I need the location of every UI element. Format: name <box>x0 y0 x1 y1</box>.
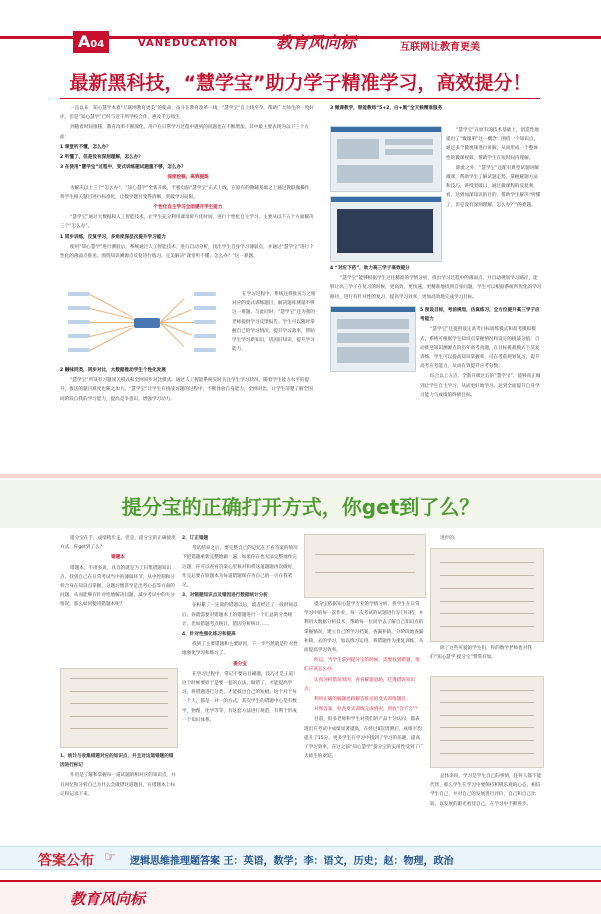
section-label: VANEDUCATION <box>138 38 239 49</box>
feature-paragraph: 目前，很多老师和学生对我们的产品十分认同，都表现出在考试中成绩显著提高，在经过6次周测后，成绩平均提升了15分，更多学生在学习中找到了学习的乐趣，提高了学习效率，在这之前“知心慧学”提分宝的实用性受到了广大师生的欢迎。 <box>304 717 424 760</box>
article-paragraph: 综合以上五点，全新升级过后的“慧学宝”，能够真正做到让学生自主学习，从而更好地学习。达到全面提升自身学习能力与成绩的终极目标。 <box>420 374 541 398</box>
feature-column-4-mid <box>430 644 542 672</box>
mindmap-connector <box>160 322 192 336</box>
feature-step-heading: 4、针对性强化练习和提高 <box>182 632 236 638</box>
article-paragraph: 到随着时间推移，教育改革不断深化，用户在日常学习过程中遇到的问题也在不断增加，其中最主要表现为以下三个方面： <box>60 125 309 140</box>
mindmap-figure <box>60 286 228 362</box>
feature-paragraph: 考试结束之后，要完整自己的记忆在不看答案的情况下把错题重新完整地做一遍，如果你在也无法完整地作完这题，你可以查看答案心里核对和将这道题题再次做好，作完后要在原题本为每道错题保存为自己的一页在我笔记。 <box>182 546 298 589</box>
screenshot-panel <box>337 139 379 159</box>
handwriting-line <box>440 613 534 614</box>
mindmap-node <box>68 306 90 310</box>
feature-paragraph: 总体来说，学习是学生自己的事情，任何人都不能代替，那么学生在学习中要保持积极乐观的心态，相信学生自己，并对自己的发展进行评价，自己和自己比较，以发展的眼光看待自己，在学习中不断进步。 <box>430 774 542 807</box>
screenshot-panel <box>385 139 433 145</box>
handwriting-line <box>440 753 534 754</box>
handwriting-line <box>440 715 534 716</box>
feature-column-4-lower <box>430 772 542 842</box>
feature-paragraph: 认真分析错误原因，查看解题思路，吃透错误知识点； <box>304 677 416 692</box>
handwriting-line <box>440 588 534 589</box>
mindmap-node <box>194 348 216 352</box>
page-header <box>0 0 601 60</box>
notebook-line <box>70 691 167 692</box>
article-paragraph: “慧学宝”能够根据学生过往精准的学情分析，找出学习过程中的薄弱点，并自动规划学习路径，能够让高三学子在复习的时候，更高效，更快速，更精准地找到自身问题，学生可以根据系统所优化的学习路径，进行有针对性的复习，提高学习效率，更加高效地完成学习目标。 <box>330 276 542 300</box>
photo-detail <box>315 554 416 555</box>
sub-heading: 深度挖掘，高效提炼 <box>167 175 209 181</box>
feature-column-2 <box>182 534 298 842</box>
feature-paragraph: 在学习过程中，常记不要盲目刷题，技巧才是王道！这个时候要原于是要一套的方法，做错了，才能提高学习，将错题进行分类，才能找出自己的短板。这个对于每一个人，都是一对一的方式，其次学生的错题中心是有数学，物理，化学等等，有这套方法进行规范，有利于形成一个知识体系。 <box>182 671 298 723</box>
sub-heading: 个性化自主学习全面提升学生能力 <box>153 205 223 211</box>
page-number: 04 <box>90 39 105 50</box>
feature-caption: 1、统计与收集错题对应的知识点，并且对这道错题的错因进行标记 <box>60 754 174 769</box>
screenshot-panel <box>337 333 409 343</box>
mindmap-node <box>68 334 90 338</box>
feature-paragraph: 利用正确的解题思路解答推送的变式训练题目。 <box>314 697 411 703</box>
screenshot-panel <box>385 149 433 155</box>
article-paragraph: “慧学宝”所设有习题闯关模式和全网同步对比模式。通过人工智能系统实时关注学生学习状况，随着学生能力水平的提升，推送的题目难度也随之加大。“慧学宝”让学生在挑战习题的过程中，不断体验自身能力，全网对比，让学生清楚了解全国同阶段自我的学习能力，提高竞争意识，增强学习动力。 <box>60 378 313 402</box>
feature-paragraph: 错题本，不用多说，具自的就是为了归集错题知识点，找到自己在日常考试当中的薄弱环节，从中控制和分析合身在知识点掌握，分题习惯甚至是出考心态等方面的问题，从而能够有针对性地解决问题，减少考试中的失分情况，那么如何使用错题本呢？ <box>60 565 175 608</box>
notebook-line <box>70 728 167 729</box>
article-paragraph: “慧学宝”在原有的技术基础上，创造性地提出了“微课册”这一概念：围绕一个知识点，通过多个微视频进行讲解，从而形成一个整体性的微课视频，帮助学生在短时间内理解。 <box>446 128 539 161</box>
mindmap-node <box>194 292 216 296</box>
handwriting-line <box>440 601 534 602</box>
article-paragraph: “慧学宝”通过大数据和人工智能技术，让学生充分利用课余碎片化时间，进行个性化自主学习。主要从以下五个方面解决三个“怎么办”。 <box>60 215 314 230</box>
feature-paragraph: 作用是了解和掌握每一道试题的相对应的知识点，并且回忆和分析自己为什么会做错这道题目，在错题本上标记和记录下来。 <box>60 773 176 797</box>
handwriting-line <box>440 702 534 703</box>
article-right-side-text <box>446 126 542 260</box>
feature-paragraph: 除了这些可爱的学生们，你的数学老师也对我们“知心慧学·提分宝”赞赏有加。 <box>430 646 532 661</box>
screenshot-titlebar <box>331 197 441 202</box>
article-paragraph: 除此之外，“慧学宝”还配有典型试题讲解微课，帮助学生了解试题走势，掌握解题方法和技巧，讲授突破口，通过微课程的反复观看，达到加深知识的目的，帮助学生解决“听懂了，但是没有深刻理解，怎么办？”的难题。 <box>446 165 541 208</box>
feature-paragraph: 所以，当学生拿到提分宝的时候，需要找到错题，他们应该怎么办： <box>304 658 420 673</box>
feature-paragraph: 进步的。 <box>440 536 459 541</box>
handwriting-line <box>440 562 534 563</box>
notebook-photo <box>60 668 178 748</box>
mindmap-node <box>68 292 90 296</box>
article-right-mid <box>330 264 542 300</box>
header-brand: 教育风向标 <box>276 33 357 52</box>
mindmap-connector <box>90 322 134 323</box>
feature-paragraph: 对照答案，检查变式训练完成情况，到底“会不会”？ <box>314 707 420 713</box>
arrow-icon: ☞ <box>104 850 116 865</box>
article-side-text <box>232 290 318 362</box>
feature-subheading: 错题本 <box>111 555 125 561</box>
mindmap-node <box>194 334 216 338</box>
article-right-top <box>330 104 542 124</box>
feature-banner-title: 提分宝的正确打开方式，你get到了么？ <box>121 495 480 519</box>
mindmap-node <box>68 320 90 324</box>
article-left-column <box>60 104 316 284</box>
app-screenshot <box>330 196 442 262</box>
app-screenshot <box>330 306 416 372</box>
mindmap-node <box>68 348 90 352</box>
feature-step-heading: 2、订正错题 <box>182 536 209 541</box>
feature-paragraph: 提分宝在手，成绩稍步走。但是，提分宝的正确使用方式，你get到了么？ <box>60 536 176 551</box>
app-screenshot <box>330 126 442 192</box>
notebook-line <box>70 716 167 717</box>
class-photo <box>304 534 426 598</box>
article-paragraph: 使用“知心慧学”进行测验后，系统通过人工智能技术，进行自动分析，找出学生自身学习薄弱点，并通过“慧学宝”进行个性化的薄弱点推送。围绕知识溯源点反复进行练习，完美解决“课堂听不懂，怎么办？”这一难题。 <box>60 244 314 260</box>
handwriting-line <box>440 690 534 691</box>
article-left-column-lower <box>60 366 316 466</box>
photo-detail <box>315 572 416 573</box>
article-paragraph: 一直以来，知心慧学本着“互联网教育更美”的使命，奋斗在教育改革一线，“慧学宝”自上线至今，帮助广大师生的一致好评。但是“知心慧学”已经与近千所学校合作，惠及千万师生。 <box>60 106 314 121</box>
section-divider <box>0 474 601 478</box>
notebook-line <box>70 678 167 679</box>
section-heading: 3 微课教学，智能教师“5+2，白+黑”全天候精准服务 <box>330 106 443 111</box>
article-title: 最新黑科技，“慧学宝”助力学子精准学习，高效提分！ <box>69 72 532 94</box>
section-heading: 5 预设目标，考前规划，仿真练习，全方位提升高三学子应考能力 <box>420 308 540 323</box>
notebook-line <box>70 703 167 704</box>
article-paragraph: 在学习过程中，系统还将推送与之相对应的变式训练题目，解决题库测量不够这一难题。与此同时，“慧学宝”还为我的老师提供学习反馈报告。学生可以随时掌握自己的学习情况，提升学习效率，帮助学生学习新知识，巩固旧知识，提升学习能力。 <box>232 292 316 353</box>
question-heading: 2 听懂了，但是没有深刻理解，怎么办？ <box>60 155 143 161</box>
article-paragraph: 为解决以上三个“怎么办”，“知心慧学”全新升级，平板电脑“慧学宝”正式上线，在原有的教辅基础之上通过教联微操作，将学生相关题目进行标准化，让数学题目变得清晰，突破学习局限。 <box>60 185 314 200</box>
screenshot-titlebar <box>331 127 441 132</box>
screenshot-panel <box>337 165 433 183</box>
feature-column-3 <box>304 600 424 842</box>
handwriting-line <box>440 626 534 627</box>
section-heading: 4 “对应下药”，助力高三学子高效提分 <box>330 266 410 271</box>
handwriting-line <box>440 740 534 741</box>
feature-paragraph: 在积累了一定量的错题以后，或者经过了一段时间以后，你就需要对错题本上的错题进行一个汇总的分类统计，比如错题考点统计，错因分析统计…… <box>182 603 298 627</box>
footer-brand: 教育风向标 <box>70 890 146 908</box>
feature-column-1 <box>60 534 176 664</box>
handwritten-note-photo <box>430 548 544 642</box>
question-heading: 1 课堂听不懂，怎么办？ <box>60 144 111 150</box>
feature-paragraph: 找到了主要错题和主要原因，下一步当然就是针对性地强化学习和练习了。 <box>182 642 298 657</box>
screenshot-panel <box>337 347 409 363</box>
teacher-note-photo <box>430 676 544 768</box>
answer-label: 答案公布 <box>38 853 94 869</box>
mindmap-connector <box>160 322 194 323</box>
handwriting-line <box>440 575 534 576</box>
screenshot-titlebar <box>331 307 415 312</box>
title-rule <box>60 98 540 99</box>
article-right-lower <box>420 306 542 466</box>
page-number-badge <box>73 31 109 53</box>
feature-column-4-top <box>430 534 542 546</box>
section-heading: 1 同步训练，反复学习，多角度深层次提升学习能力 <box>60 234 166 240</box>
screenshot-panel <box>337 319 409 329</box>
mindmap-connector <box>160 298 185 323</box>
screenshot-video <box>337 209 433 253</box>
feature-subheading: 提分宝 <box>233 661 247 667</box>
handwriting-line <box>440 727 534 728</box>
mindmap-node <box>194 306 216 310</box>
article-paragraph: “慧学宝”还提供设定高考目标训练模式和高考模拟模式，系统可根据学生知识点掌握情况和设定的挑战分值，自动推送知识溯源点的历年高考真题，在目标挑战模式下反复训练，学生可以提高知识掌握率，可在考前规划复习，提升高考应考能力，从而有效提升应考分数。 <box>420 327 540 370</box>
page-letter: A <box>77 32 91 51</box>
mindmap-node <box>194 320 216 324</box>
mindmap-center-node <box>134 318 160 328</box>
feature-paragraph: 提分宝依据知心慧学专业的学情分析，将学生在日常学习中的每一次作业，每一次考试的试题进行专门归档，并利用大数据分析技术，帮助每一位同学去了解自己知识点的掌握情况，建立自己的学习档案，查漏补缺，分阶段地查漏补缺，去的学习，加以练习运用，将错题作为重复训练，从而提高学习效率。 <box>304 602 424 654</box>
feature-column-1-lower <box>60 752 176 842</box>
feature-step-heading: 3、对错题知识点及错因进行数据统计分析 <box>182 593 268 599</box>
section-heading: 2 融味同类，同步对比，大数据推动学生个性化发展 <box>60 368 166 373</box>
header-slogan: 互联网让教育更美 <box>400 42 480 53</box>
answer-content: 逻辑思维推理题答案 王：英语，数学；李：语文，历史；赵：物理，政治 <box>130 856 454 867</box>
question-heading: 3 在使用“慧学宝”过程中，变式训练题试题重不够，怎么办？ <box>60 165 186 171</box>
